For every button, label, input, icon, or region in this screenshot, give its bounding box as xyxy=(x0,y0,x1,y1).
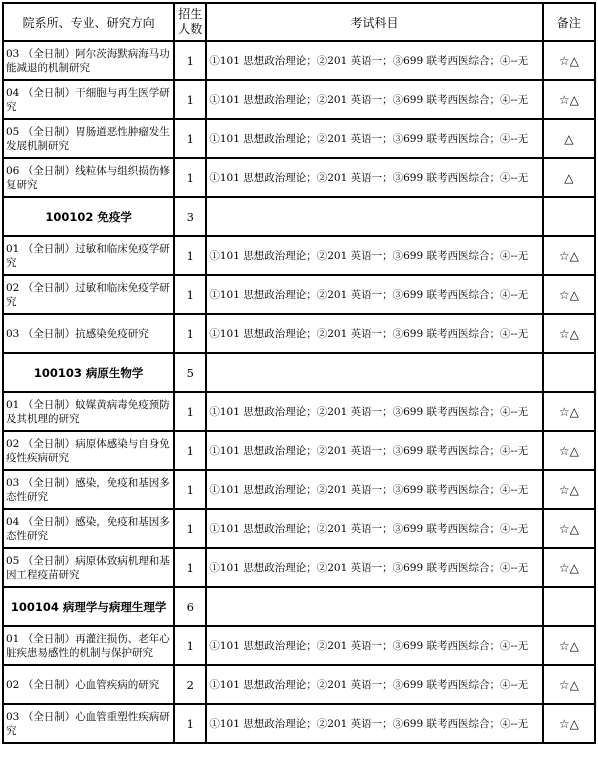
note-marks: ☆△ xyxy=(544,471,596,510)
research-direction: 02 （全日制）病原体感染与自身免疫性疾病研究 xyxy=(4,432,175,471)
section-row xyxy=(4,198,596,237)
enrollment-count: 1 xyxy=(175,81,207,120)
research-direction: 04 （全日制）感染，免疫和基因多态性研究 xyxy=(4,510,175,549)
research-direction: 04 （全日制）干细胞与再生医学研究 xyxy=(4,81,175,120)
exam-subjects: ①101 思想政治理论；②201 英语一；③699 联考西医综合；④--无 xyxy=(207,237,543,276)
enrollment-count: 1 xyxy=(175,432,207,471)
note-marks: ☆△ xyxy=(544,315,596,354)
table-row xyxy=(4,42,596,81)
section-subjects-empty xyxy=(207,198,543,237)
note-marks: ☆△ xyxy=(544,510,596,549)
table-row xyxy=(4,81,596,120)
note-marks: ☆△ xyxy=(544,549,596,588)
enrollment-count: 1 xyxy=(175,705,207,744)
exam-subjects: ①101 思想政治理论；②201 英语一；③699 联考西医综合；④--无 xyxy=(207,276,543,315)
research-direction: 06 （全日制）线粒体与组织损伤修复研究 xyxy=(4,159,175,198)
table-row xyxy=(4,159,596,198)
exam-subjects: ①101 思想政治理论；②201 英语一；③699 联考西医综合；④--无 xyxy=(207,666,543,705)
header-direction: 院系所、专业、研究方向 xyxy=(4,4,175,42)
table-row xyxy=(4,315,596,354)
exam-subjects: ①101 思想政治理论；②201 英语一；③699 联考西医综合；④--无 xyxy=(207,627,543,666)
research-direction: 03 （全日制）感染，免疫和基因多态性研究 xyxy=(4,471,175,510)
section-name: 100102 免疫学 xyxy=(4,198,175,237)
enrollment-count: 1 xyxy=(175,315,207,354)
enrollment-count: 1 xyxy=(175,159,207,198)
table-row xyxy=(4,237,596,276)
table-row xyxy=(4,510,596,549)
header-note: 备注 xyxy=(544,4,596,42)
exam-subjects: ①101 思想政治理论；②201 英语一；③699 联考西医综合；④--无 xyxy=(207,432,543,471)
exam-subjects: ①101 思想政治理论；②201 英语一；③699 联考西医综合；④--无 xyxy=(207,471,543,510)
research-direction: 01 （全日制）过敏和临床免疫学研究 xyxy=(4,237,175,276)
note-marks: △ xyxy=(544,120,596,159)
exam-subjects: ①101 思想政治理论；②201 英语一；③699 联考西医综合；④--无 xyxy=(207,549,543,588)
research-direction: 02 （全日制）过敏和临床免疫学研究 xyxy=(4,276,175,315)
section-row xyxy=(4,354,596,393)
note-marks: ☆△ xyxy=(544,432,596,471)
section-row xyxy=(4,588,596,627)
exam-subjects: ①101 思想政治理论；②201 英语一；③699 联考西医综合；④--无 xyxy=(207,120,543,159)
exam-subjects: ①101 思想政治理论；②201 英语一；③699 联考西医综合；④--无 xyxy=(207,81,543,120)
section-name: 100103 病原生物学 xyxy=(4,354,175,393)
exam-subjects: ①101 思想政治理论；②201 英语一；③699 联考西医综合；④--无 xyxy=(207,315,543,354)
section-count: 3 xyxy=(175,198,207,237)
table-row xyxy=(4,432,596,471)
research-direction: 05 （全日制）病原体致病机理和基因工程疫苗研究 xyxy=(4,549,175,588)
enrollment-count: 2 xyxy=(175,666,207,705)
note-marks: ☆△ xyxy=(544,81,596,120)
header-count xyxy=(175,4,207,42)
section-count: 6 xyxy=(175,588,207,627)
section-name: 100104 病理学与病理生理学 xyxy=(4,588,175,627)
enrollment-count: 1 xyxy=(175,276,207,315)
enrollment-count: 1 xyxy=(175,237,207,276)
enrollment-count: 1 xyxy=(175,471,207,510)
note-marks: △ xyxy=(544,159,596,198)
section-count: 5 xyxy=(175,354,207,393)
table-row xyxy=(4,120,596,159)
section-note-empty xyxy=(544,588,596,627)
research-direction: 03 （全日制）抗感染免疫研究 xyxy=(4,315,175,354)
exam-subjects: ①101 思想政治理论；②201 英语一；③699 联考西医综合；④--无 xyxy=(207,159,543,198)
research-direction: 02 （全日制）心血管疾病的研究 xyxy=(4,666,175,705)
enrollment-count: 1 xyxy=(175,549,207,588)
note-marks: ☆△ xyxy=(544,627,596,666)
table-row xyxy=(4,393,596,432)
table-row xyxy=(4,549,596,588)
note-marks: ☆△ xyxy=(544,393,596,432)
enrollment-count: 1 xyxy=(175,393,207,432)
note-marks: ☆△ xyxy=(544,666,596,705)
research-direction: 05 （全日制）胃肠道恶性肿瘤发生发展机制研究 xyxy=(4,120,175,159)
table-row xyxy=(4,627,596,666)
section-note-empty xyxy=(544,198,596,237)
admissions-table xyxy=(2,2,596,744)
note-marks: ☆△ xyxy=(544,237,596,276)
enrollment-count: 1 xyxy=(175,510,207,549)
research-direction: 01 （全日制）蚊媒黄病毒免疫预防及其机理的研究 xyxy=(4,393,175,432)
exam-subjects: ①101 思想政治理论；②201 英语一；③699 联考西医综合；④--无 xyxy=(207,393,543,432)
section-note-empty xyxy=(544,354,596,393)
exam-subjects: ①101 思想政治理论；②201 英语一；③699 联考西医综合；④--无 xyxy=(207,42,543,81)
table-row xyxy=(4,666,596,705)
table-row xyxy=(4,471,596,510)
research-direction: 03 （全日制）心血管重塑性疾病研究 xyxy=(4,705,175,744)
research-direction: 03 （全日制）阿尔茨海默病海马功能减退的机制研究 xyxy=(4,42,175,81)
enrollment-count: 1 xyxy=(175,120,207,159)
exam-subjects: ①101 思想政治理论；②201 英语一；③699 联考西医综合；④--无 xyxy=(207,705,543,744)
note-marks: ☆△ xyxy=(544,705,596,744)
note-marks: ☆△ xyxy=(544,42,596,81)
section-subjects-empty xyxy=(207,354,543,393)
note-marks: ☆△ xyxy=(544,276,596,315)
table-row xyxy=(4,705,596,744)
enrollment-count: 1 xyxy=(175,42,207,81)
exam-subjects: ①101 思想政治理论；②201 英语一；③699 联考西医综合；④--无 xyxy=(207,510,543,549)
header-count-line2: 人数 xyxy=(178,22,203,36)
enrollment-count: 1 xyxy=(175,627,207,666)
table-row xyxy=(4,276,596,315)
header-count-line1: 招生 xyxy=(178,7,203,21)
table-header-row xyxy=(4,4,596,42)
header-subjects: 考试科目 xyxy=(207,4,543,42)
section-subjects-empty xyxy=(207,588,543,627)
research-direction: 01 （全日制）再灌注损伤、老年心脏疾患易感性的机制与保护研究 xyxy=(4,627,175,666)
